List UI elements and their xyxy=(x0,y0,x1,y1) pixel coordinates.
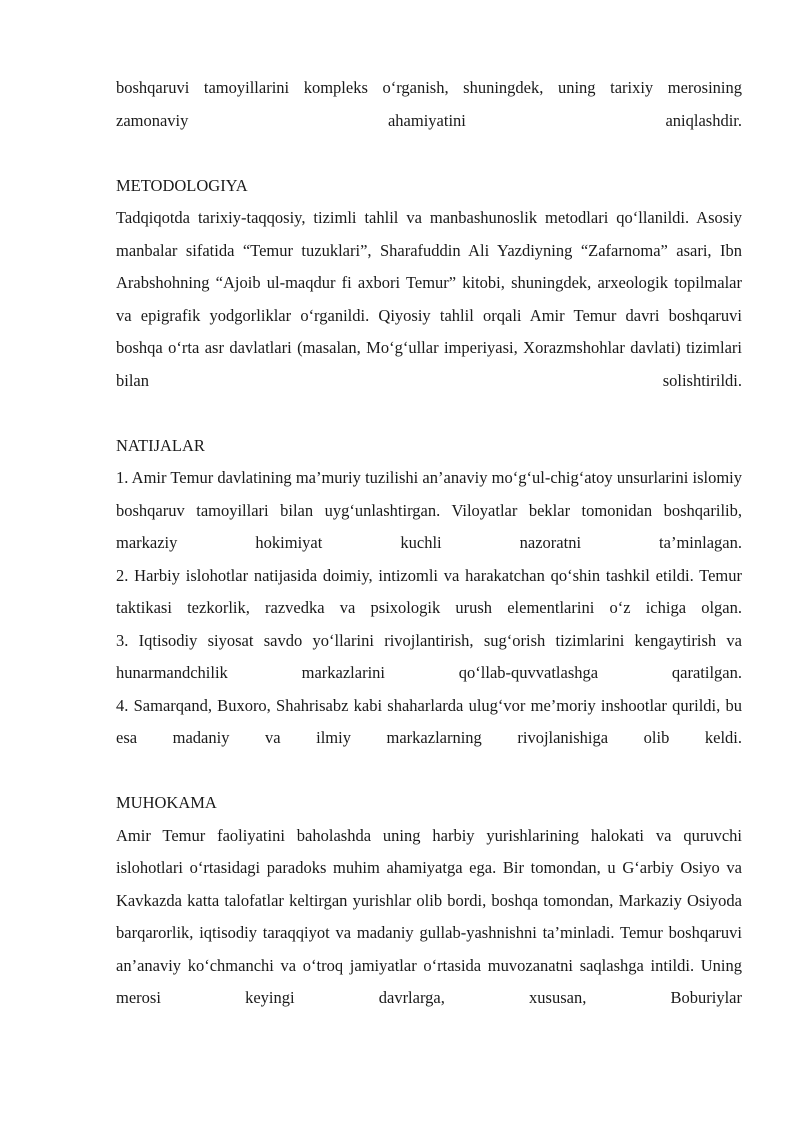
spacer xyxy=(116,397,742,430)
results-item-3: 3. Iqtisodiy siyosat savdo yo‘llarini rivojlantirish, sug‘orish tizimlarini kengaytirish va hunarmandchilik markazlarini qo‘llab-quvvatlashga qaratilgan. xyxy=(116,630,742,682)
results-heading: NATIJALAR xyxy=(116,435,205,455)
methodology-paragraph: Tadqiqotda tarixiy-taqqosiy, tizimli tahlil va manbashunoslik metodlari qo‘llanildi. Asosiy manbalar sifatida “Temur tuzuklari”, Sharafuddin Ali Yazdiyning “Zafarnoma” asari, Ibn Arabshohning “Ajoib ul-maqdur fi axbori Temur” kitobi, shuningdek, arxeologik topilmalar va epigrafik yodgorliklar o‘rganildi. Qiyosiy tahlil orqali Amir Temur davri boshqaruvi boshqa o‘rta asr davlatlari (masalan, Mo‘g‘ullar imperiyasi, Xorazmshohlar davlati) tizimlari bilan solishtirildi. xyxy=(116,208,742,390)
intro-paragraph: boshqaruvi tamoyillarini kompleks o‘rganish, shuningdek, uning tarixiy merosining zamonaviy ahamiyatini aniqlashdir. xyxy=(116,78,742,130)
results-item-4: 4. Samarqand, Buxoro, Shahrisabz kabi shaharlarda ulug‘vor me’moriy inshootlar qurildi, bu esa madaniy va ilmiy markazlarning rivojlanishiga olib keldi. xyxy=(116,695,742,747)
spacer xyxy=(116,755,742,788)
results-item-2: 2. Harbiy islohotlar natijasida doimiy, intizomli va harakatchan qo‘shin tashkil etildi. Temur taktikasi tezkorlik, razvedka va psixologik urush elementlarini o‘z ichiga olgan. xyxy=(116,565,742,617)
spacer xyxy=(116,137,742,170)
document-page xyxy=(116,72,742,1015)
results-item-1: 1. Amir Temur davlatining ma’muriy tuzilishi an’anaviy mo‘g‘ul-chig‘atoy unsurlarini islomiy boshqaruv tamoyillari bilan uyg‘unlashtirgan. Viloyatlar beklar tomonidan boshqarilib, markaziy hokimiyat kuchli nazoratni ta’minlagan. xyxy=(116,468,742,552)
methodology-heading: METODOLOGIYA xyxy=(116,175,248,195)
discussion-paragraph: Amir Temur faoliyatini baholashda uning harbiy yurishlarining halokati va quruvchi islohotlari o‘rtasidagi paradoks muhim ahamiyatga ega. Bir tomondan, u G‘arbiy Osiyo va Kavkazda katta talofatlar keltirgan yurishlar olib bordi, boshqa tomondan, Markaziy Osiyoda barqarorlik, iqtisodiy taraqqiyot va madaniy gullab-yashnishni ta’minladi. Temur boshqaruvi an’anaviy ko‘chmanchi va o‘troq jamiyatlar o‘rtasida muvozanatni saqlashga intildi. Uning merosi keyingi davrlarga, xususan, Boburiylar xyxy=(116,825,742,1007)
discussion-heading: MUHOKAMA xyxy=(116,793,217,812)
